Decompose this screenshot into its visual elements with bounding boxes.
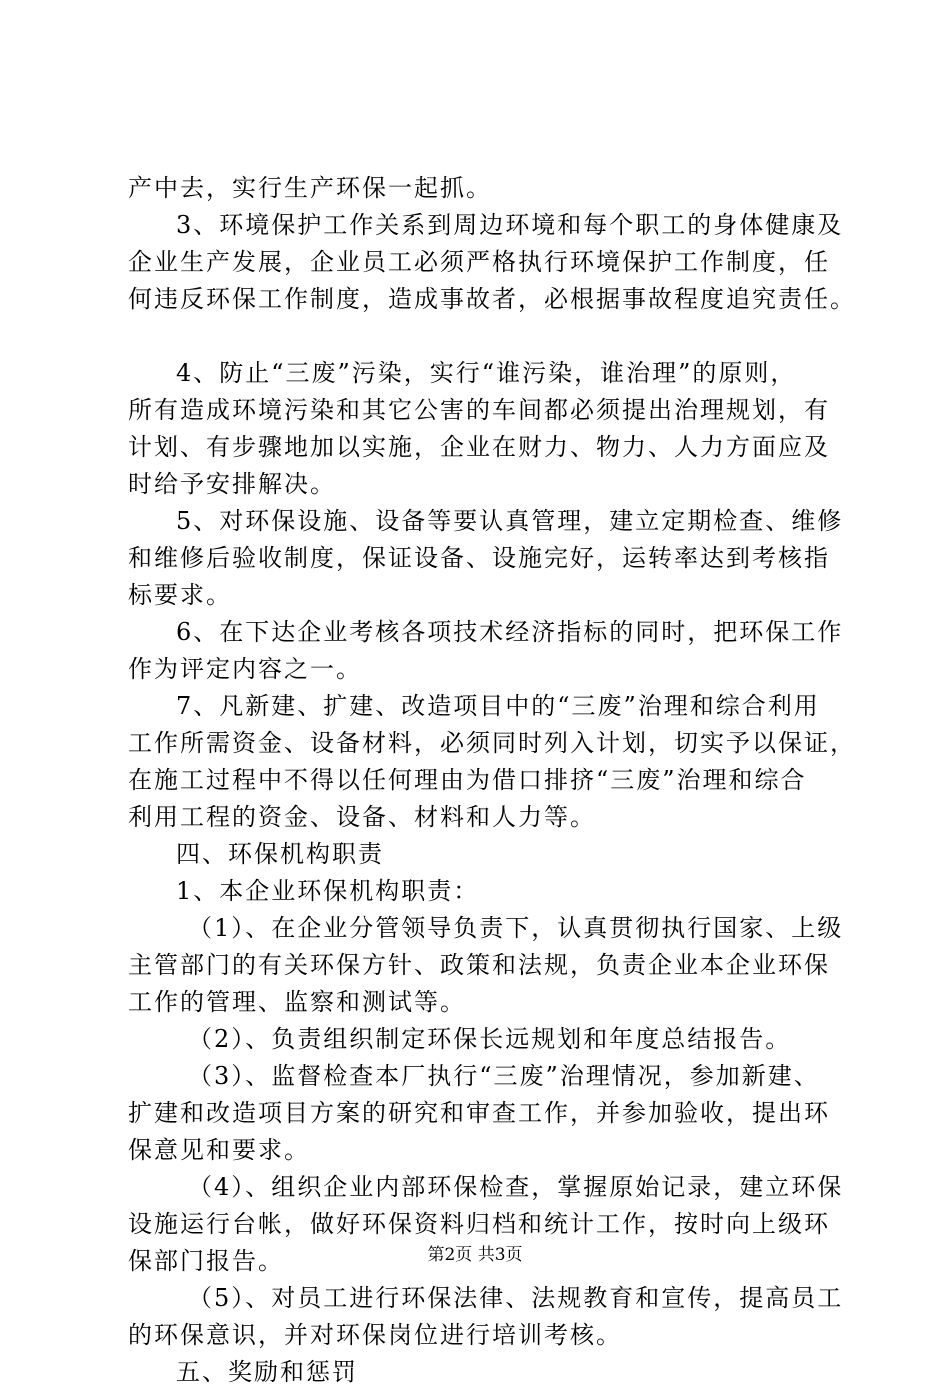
text-line: 保部门报告。: [128, 1247, 284, 1275]
text-line: 标要求。: [128, 581, 232, 609]
text-line: 在施工过程中不得以任何理由为借口排挤“三废”治理和综合: [128, 766, 807, 794]
text-line: 的环保意识，并对环保岗位进行培训考核。: [128, 1321, 622, 1349]
text-line: 和维修后验收制度，保证设备、设施完好，运转率达到考核指: [128, 544, 830, 572]
page-number-footer: 第2页 共3页: [427, 1245, 523, 1265]
text-line: 产中去，实行生产环保一起抓。: [128, 174, 492, 202]
text-line: 工作的管理、监察和测试等。: [128, 988, 466, 1016]
text-line: 利用工程的资金、设备、材料和人力等。: [128, 803, 596, 831]
text-line: 扩建和改造项目方案的研究和审查工作，并参加验收，提出环: [128, 1099, 830, 1127]
item-3-start: （3）、监督检查本厂执行“三废”治理情况，参加新建、: [188, 1062, 820, 1090]
text-line: 作为评定内容之一。: [128, 655, 362, 683]
text-line: 时给予安排解决。: [128, 470, 336, 498]
paragraph-5-start: 5、对环保设施、设备等要认真管理，建立定期检查、维修: [176, 507, 844, 535]
paragraph-3-start: 3、环境保护工作关系到周边环境和每个职工的身体健康及: [176, 211, 844, 239]
text-line: 工作所需资金、设备材料，必须同时列入计划，切实予以保证，: [128, 729, 856, 757]
text-line: 何违反环保工作制度，造成事故者，必根据事故程度追究责任。: [128, 285, 856, 313]
section-heading-4: 四、环保机构职责: [176, 840, 384, 868]
paragraph-7-start: 7、凡新建、扩建、改造项目中的“三废”治理和综合利用: [176, 692, 820, 720]
text-line: 保意见和要求。: [128, 1136, 310, 1164]
paragraph-6-start: 6、在下达企业考核各项技术经济指标的同时，把环保工作: [176, 618, 844, 646]
item-4-start: （4）、组织企业内部环保检查，掌握原始记录，建立环保: [188, 1173, 844, 1201]
paragraph-4-start: 4、防止“三废”污染，实行“谁污染，谁治理”的原则，: [176, 359, 797, 387]
text-line: 所有造成环境污染和其它公害的车间都必须提出治理规划，有: [128, 396, 830, 424]
section-heading-5: 五、奖励和惩罚: [176, 1358, 358, 1386]
subsection-heading-1: 1、本企业环保机构职责：: [176, 877, 480, 905]
item-1-start: （1）、在企业分管领导负责下，认真贯彻执行国家、上级: [188, 914, 844, 942]
item-5-start: （5）、对员工进行环保法律、法规教育和宣传，提高员工: [188, 1284, 844, 1312]
text-line: 设施运行台帐，做好环保资料归档和统计工作，按时向上级环: [128, 1210, 830, 1238]
text-line: 企业生产发展，企业员工必须严格执行环境保护工作制度，任: [128, 248, 830, 276]
item-2-start: （2）、负责组织制定环保长远规划和年度总结报告。: [188, 1025, 792, 1053]
paragraph-gap: [128, 318, 848, 355]
text-line: 主管部门的有关环保方针、政策和法规，负责企业本企业环保: [128, 951, 830, 979]
text-line: 计划、有步骤地加以实施，企业在财力、物力、人力方面应及: [128, 433, 830, 461]
document-body: [128, 170, 856, 1391]
